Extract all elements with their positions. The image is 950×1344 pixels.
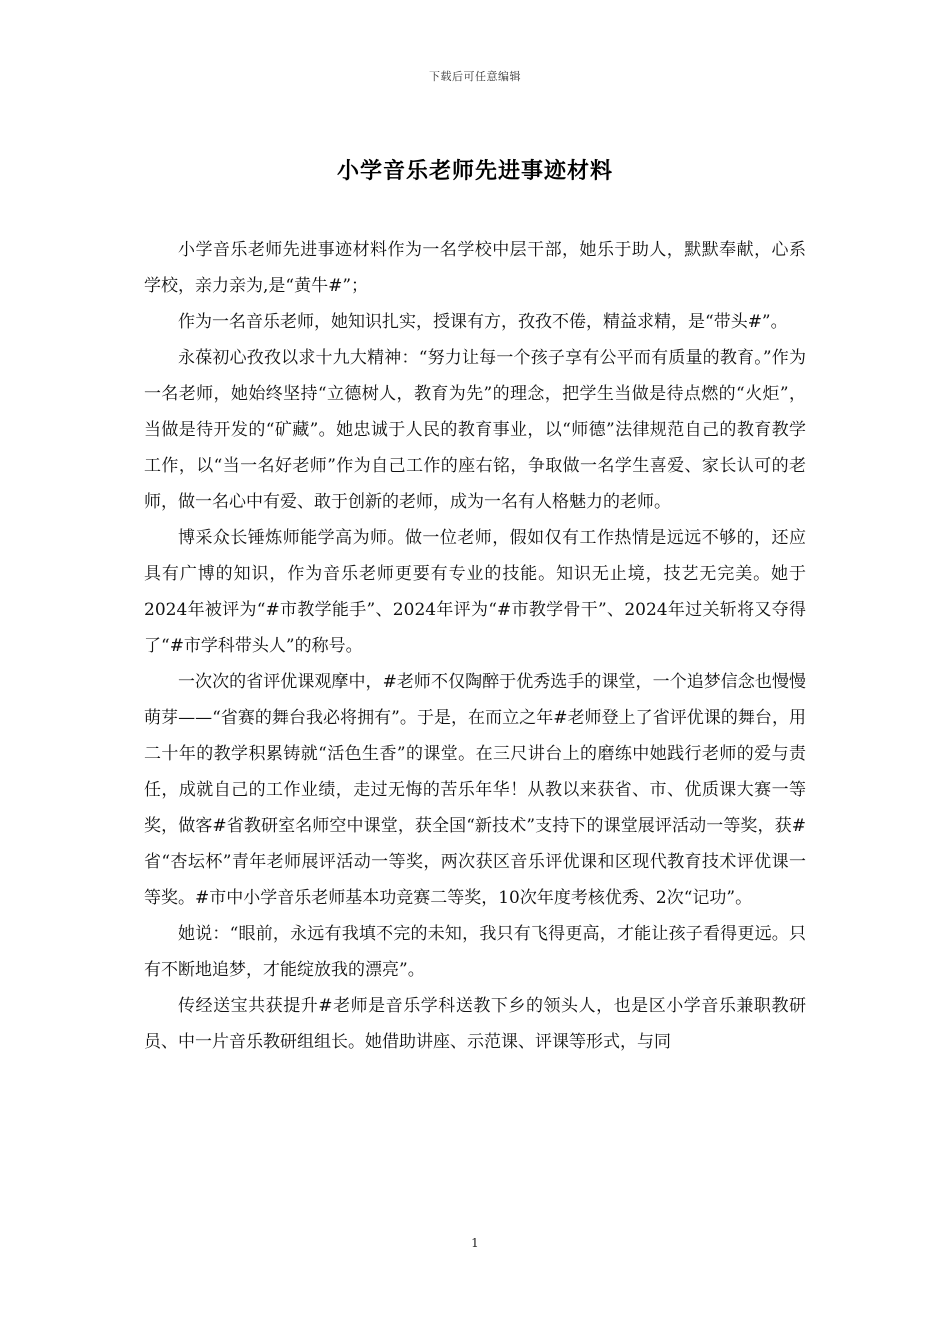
document-title: 小学音乐老师先进事迹材料 [336,158,613,184]
paragraph: 作为一名音乐老师，她知识扎实，授课有方，孜孜不倦，精益求精，是“带头#”。 [178,312,788,332]
paragraph: 她说：“眼前，永远有我填不完的未知，我只有飞得更高，才能让孩子看得更远。只有不断地追梦，才能绽放我的漂亮”。 [144,924,806,980]
document-body [144,232,806,1060]
page-number: 1 [471,1236,479,1250]
paragraph: 博采众长锤炼师能学高为师。做一位老师，假如仅有工作热情是远远不够的，还应具有广博的知识，作为音乐老师更要有专业的技能。知识无止境，技艺无完美。她于2024年被评为“#市教学能手”、2024年评为“#市教学骨干”、2024年过关斩将又夺得了“#市学科带头人”的称号。 [144,528,806,656]
paragraph: 永葆初心孜孜以求十九大精神：“努力让每一个孩子享有公平而有质量的教育。”作为一名老师，她始终坚持“立德树人，教育为先”的理念，把学生当做是待点燃的“火炬”，当做是待开发的“矿藏”。她忠诚于人民的教育事业，以“师德”法律规范自己的教育教学工作，以“当一名好老师”作为自己工作的座右铭，争取做一名学生喜爱、家长认可的老师，做一名心中有爱、敢于创新的老师，成为一名有人格魅力的老师。 [144,348,806,512]
page-header-note: 下载后可任意编辑 [429,70,521,83]
paragraph: 小学音乐老师先进事迹材料作为一名学校中层干部，她乐于助人，默默奉献，心系学校，亲力亲为,是“黄牛#”； [144,240,806,296]
paragraph: 传经送宝共获提升#老师是音乐学科送教下乡的领头人，也是区小学音乐兼职教研员、中一片音乐教研组组长。她借助讲座、示范课、评课等形式，与同 [144,996,806,1052]
paragraph: 一次次的省评优课观摩中，#老师不仅陶醉于优秀选手的课堂，一个追梦信念也慢慢萌芽——“省赛的舞台我必将拥有”。于是，在而立之年#老师登上了省评优课的舞台，用二十年的教学积累铸就“活色生香”的课堂。在三尺讲台上的磨练中她践行老师的爱与责任，成就自己的工作业绩，走过无悔的苦乐年华！从教以来获省、市、优质课大赛一等奖，做客#省教研室名师空中课堂，获全国“新技术”支持下的课堂展评活动一等奖，获#省“杏坛杯”青年老师展评活动一等奖，两次获区音乐评优课和区现代教育技术评优课一等奖。#市中小学音乐老师基本功竞赛二等奖，10次年度考核优秀、2次“记功”。 [144,672,806,908]
